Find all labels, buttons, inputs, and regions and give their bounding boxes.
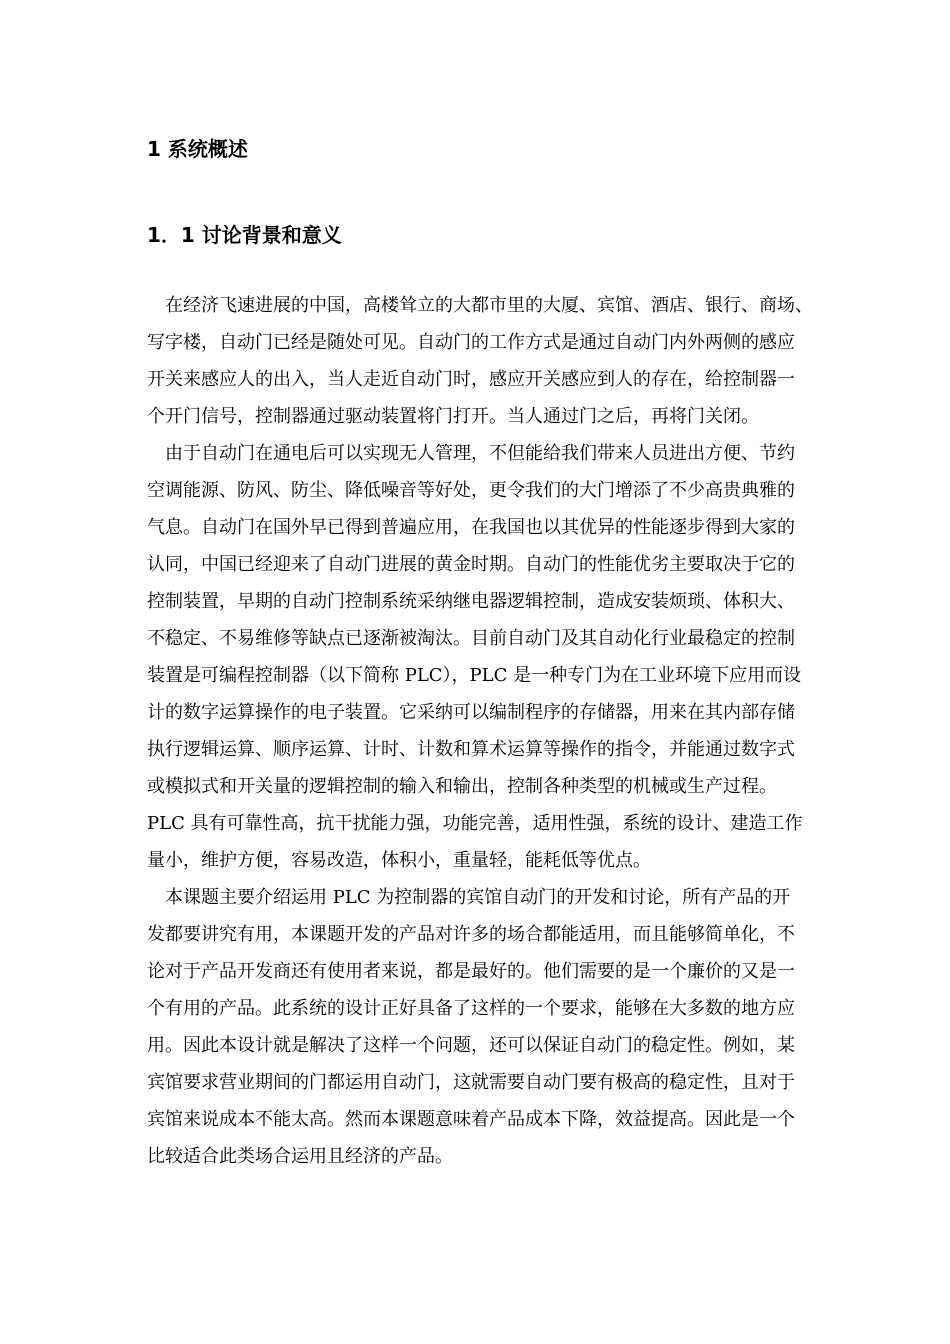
paragraph-3-line-3: 论对于产品开发商还有使用者来说，都是最好的。他们需要的是一个廉价的又是一 <box>147 961 795 982</box>
paragraph-2-line-5: 控制装置，早期的自动门控制系统采纳继电器逻辑控制，造成安装烦琐、体积大、 <box>147 591 795 612</box>
paragraph-2-line-6: 不稳定、不易维修等缺点已逐渐被淘汰。目前自动门及其自动化行业最稳定的控制 <box>147 628 795 649</box>
chapter-heading: 1 系统概述 <box>147 137 248 161</box>
body-text <box>147 287 857 1175</box>
paragraph-1-line-2: 写字楼，自动门已经是随处可见。自动门的工作方式是通过自动门内外两侧的感应 <box>147 332 795 353</box>
paragraph-1-line-4: 个开门信号，控制器通过驱动装置将门打开。当人通过门之后，再将门关闭。 <box>147 406 759 427</box>
paragraph-3-line-4: 个有用的产品。此系统的设计正好具备了这样的一个要求，能够在大多数的地方应 <box>147 998 795 1019</box>
section-heading: 1．1 讨论背景和意义 <box>147 223 342 247</box>
paragraph-3-line-2: 发都要讲究有用，本课题开发的产品对许多的场合都能适用，而且能够简单化，不 <box>147 924 795 945</box>
paragraph-1-line-3: 开关来感应人的出入，当人走近自动门时，感应开关感应到人的存在，给控制器一 <box>147 369 795 390</box>
paragraph-3-line-7: 宾馆来说成本不能太高。然而本课题意味着产品成本下降，效益提高。因此是一个 <box>147 1109 795 1130</box>
paragraph-2-line-3: 气息。自动门在国外早已得到普遍应用，在我国也以其优异的性能逐步得到大家的 <box>147 517 795 538</box>
paragraph-2-line-4: 认同，中国已经迎来了自动门进展的黄金时期。自动门的性能优劣主要取决于它的 <box>147 554 795 575</box>
paragraph-2-line-12: 量小，维护方便，容易改造，体积小，重量轻，能耗低等优点。 <box>147 850 651 871</box>
paragraph-2-line-1: 由于自动门在通电后可以实现无人管理，不但能给我们带来人员进出方便、节约 <box>165 443 795 464</box>
paragraph-3-line-8: 比较适合此类场合运用且经济的产品。 <box>147 1146 453 1167</box>
paragraph-2-line-8: 计的数字运算操作的电子装置。它采纳可以编制程序的存储器，用来在其内部存储 <box>147 702 795 723</box>
paragraph-2-line-9: 执行逻辑运算、顺序运算、计时、计数和算术运算等操作的指令，并能通过数字式 <box>147 739 795 760</box>
paragraph-3-line-6: 宾馆要求营业期间的门都运用自动门，这就需要自动门要有极高的稳定性，且对于 <box>147 1072 795 1093</box>
paragraph-2-line-2: 空调能源、防风、防尘、降低噪音等好处，更令我们的大门增添了不少高贵典雅的 <box>147 480 795 501</box>
paragraph-2-line-10: 或模拟式和开关量的逻辑控制的输入和输出，控制各种类型的机械或生产过程。 <box>147 776 777 797</box>
paragraph-2-line-11: PLC 具有可靠性高，抗干扰能力强，功能完善，适用性强，系统的设计、建造工作 <box>147 813 803 834</box>
paragraph-3-line-1: 本课题主要介绍运用 PLC 为控制器的宾馆自动门的开发和讨论，所有产品的开 <box>165 887 791 908</box>
paragraph-3-line-5: 用。因此本设计就是解决了这样一个问题，还可以保证自动门的稳定性。例如，某 <box>147 1035 795 1056</box>
paragraph-1-line-1: 在经济飞速进展的中国，高楼耸立的大都市里的大厦、宾馆、酒店、银行、商场、 <box>165 295 813 316</box>
paragraph-2-line-7: 装置是可编程控制器（以下简称 PLC），PLC 是一种专门为在工业环境下应用而设 <box>147 665 802 686</box>
